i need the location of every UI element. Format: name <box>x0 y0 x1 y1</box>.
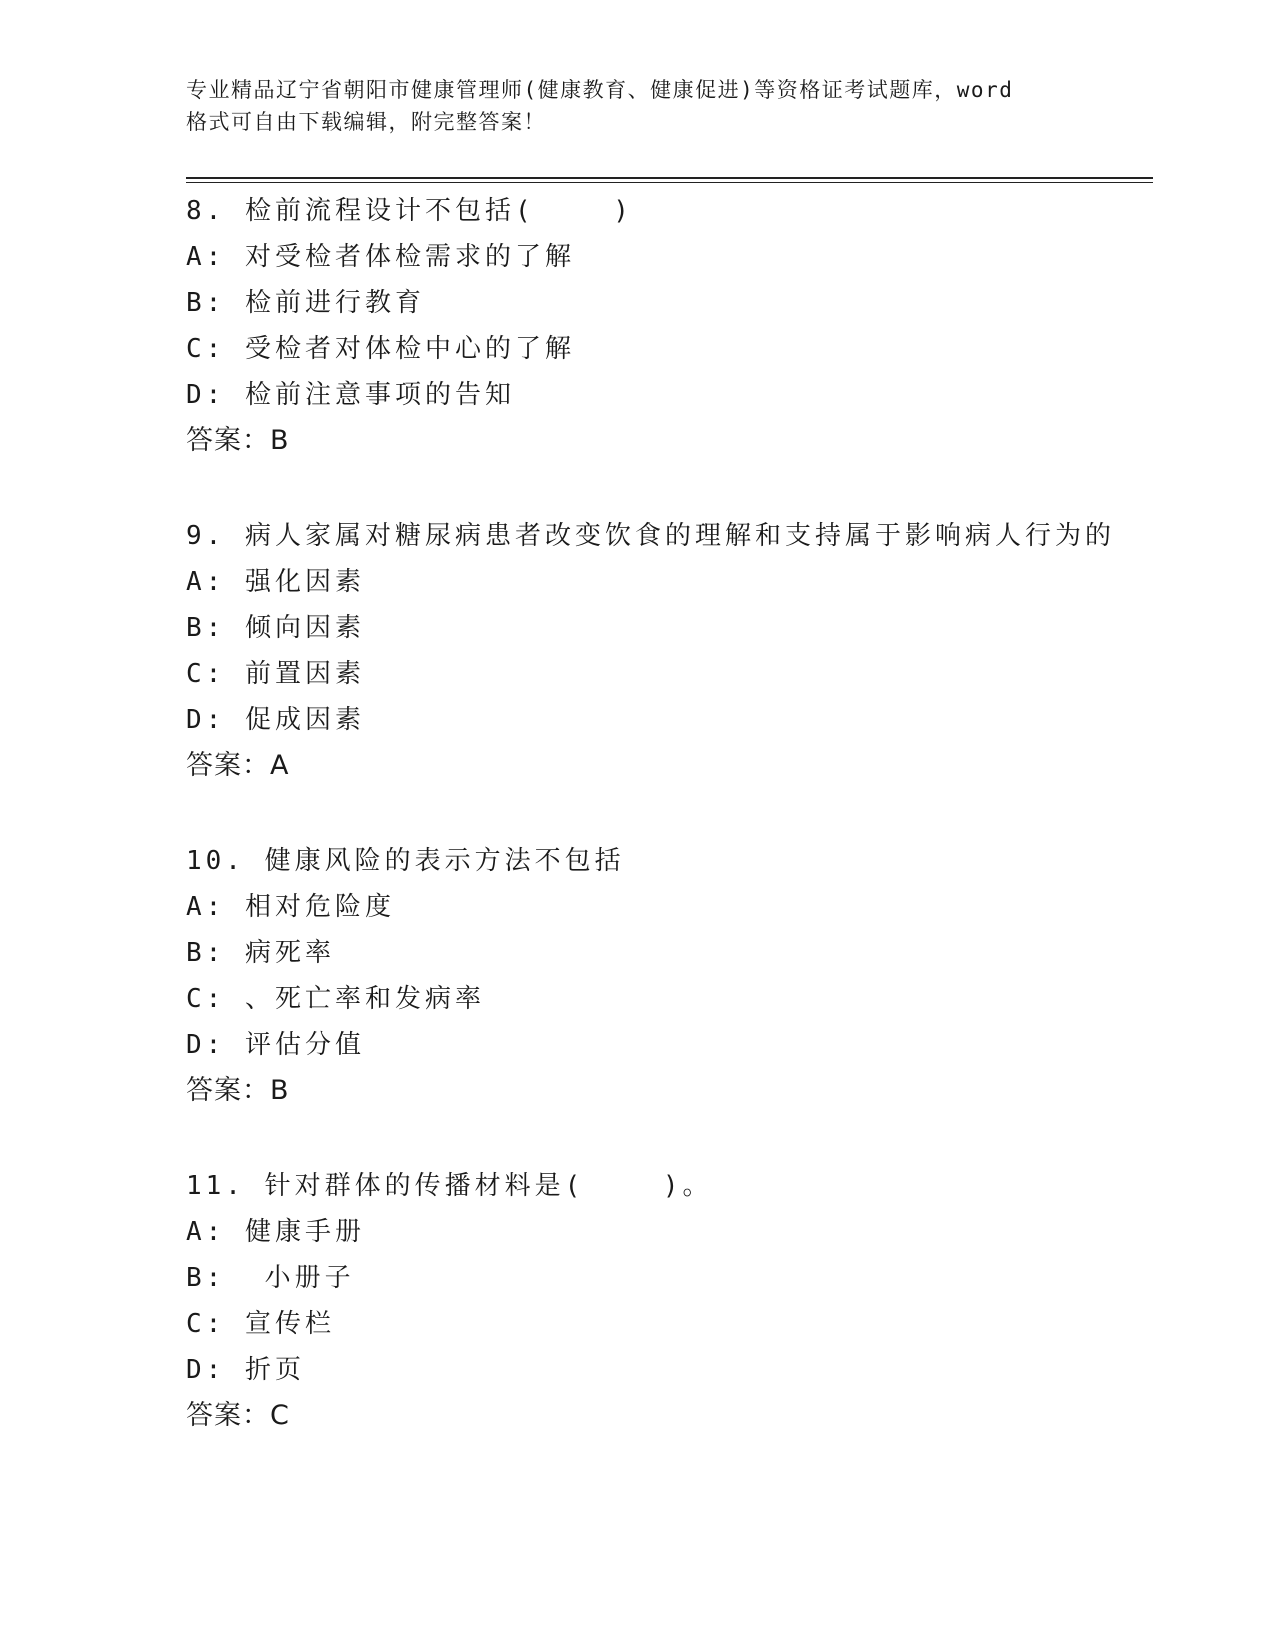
question-list <box>186 188 1146 1488</box>
question-10 <box>186 838 1146 1114</box>
option-b: B: 病死率 <box>186 938 335 968</box>
question-stem: 9. 病人家属对糖尿病患者改变饮食的理解和支持属于影响病人行为的 <box>186 521 1115 551</box>
option-d: D: 评估分值 <box>186 1030 365 1060</box>
option-a: A: 对受检者体检需求的了解 <box>186 242 575 272</box>
header-divider-thick <box>186 177 1153 179</box>
header-divider-thin <box>186 182 1153 183</box>
question-9 <box>186 513 1146 789</box>
question-stem: 8. 检前流程设计不包括( ) <box>186 196 633 226</box>
document-header <box>186 74 1086 138</box>
header-line-2: 格式可自由下载编辑，附完整答案！ <box>186 110 546 134</box>
option-c: C: 前置因素 <box>186 659 365 689</box>
question-8 <box>186 188 1146 464</box>
option-c: C: 受检者对体检中心的了解 <box>186 334 575 364</box>
option-a: A: 相对危险度 <box>186 892 395 922</box>
option-d: D: 检前注意事项的告知 <box>186 380 515 410</box>
option-b: B: 倾向因素 <box>186 613 365 643</box>
header-line-1: 专业精品辽宁省朝阳市健康管理师(健康教育、健康促进)等资格证考试题库，word <box>186 78 1014 102</box>
option-a: A: 强化因素 <box>186 567 365 597</box>
answer-line: 答案：C <box>186 1400 290 1431</box>
option-b: B: 检前进行教育 <box>186 288 425 318</box>
question-stem: 10. 健康风险的表示方法不包括 <box>186 846 625 876</box>
option-d: D: 促成因素 <box>186 705 365 735</box>
option-a: A: 健康手册 <box>186 1217 365 1247</box>
option-c: C: 、死亡率和发病率 <box>186 984 485 1014</box>
option-d: D: 折页 <box>186 1355 305 1385</box>
answer-line: 答案：B <box>186 1075 290 1106</box>
option-c: C: 宣传栏 <box>186 1309 335 1339</box>
answer-line: 答案：B <box>186 425 290 456</box>
question-stem: 11. 针对群体的传播材料是( )。 <box>186 1171 713 1201</box>
answer-line: 答案：A <box>186 750 290 781</box>
option-b: B: 小册子 <box>186 1263 355 1293</box>
question-11 <box>186 1163 1146 1439</box>
